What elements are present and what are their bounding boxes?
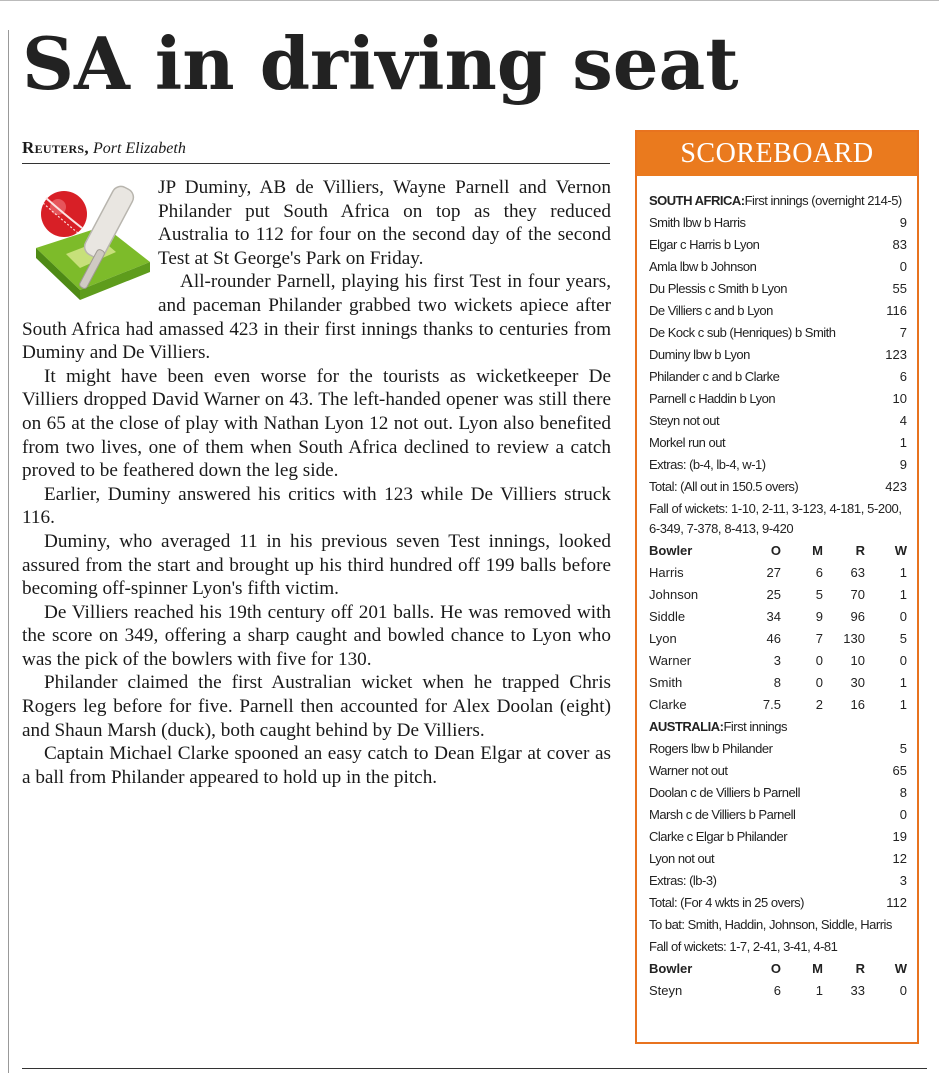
bowler-name: Lyon	[649, 631, 677, 646]
overs-col-header: O	[770, 543, 781, 558]
bowler-maidens: 7	[815, 631, 823, 646]
aus-bowling-list	[649, 980, 907, 1002]
bowler-wickets: 0	[899, 983, 907, 998]
bottom-rule	[22, 1068, 927, 1069]
bowler-overs: 3	[773, 653, 781, 668]
left-border	[8, 30, 9, 1073]
batting-row	[649, 322, 907, 344]
batting-row	[649, 760, 907, 782]
batsman-runs: 65	[892, 763, 907, 778]
bowler-name: Clarke	[649, 697, 687, 712]
bowler-overs: 8	[773, 675, 781, 690]
batsman-runs: 83	[892, 237, 907, 252]
bowler-name: Siddle	[649, 609, 686, 624]
aus-to-bat-text: To bat: Smith, Haddin, Johnson, Siddle, Harris	[649, 917, 892, 932]
cricket-ball-bat-icon	[22, 178, 152, 301]
bowling-row	[649, 694, 907, 716]
batsman-entry: Du Plessis c Smith b Lyon	[649, 281, 788, 296]
batting-row	[649, 892, 907, 914]
batsman-entry: Extras: (b-4, lb-4, w-1)	[649, 457, 766, 472]
bowler-runs: 33	[850, 983, 865, 998]
batsman-runs: 10	[892, 391, 907, 406]
batsman-entry: Amla lbw b Johnson	[649, 259, 757, 274]
aus-bowling-header	[649, 958, 907, 980]
sa-bowling-header	[649, 540, 907, 562]
byline-rule	[22, 163, 610, 164]
bowler-runs: 16	[850, 697, 865, 712]
bowler-overs: 25	[766, 587, 781, 602]
aus-innings-label: First innings	[723, 719, 788, 734]
batsman-runs: 55	[892, 281, 907, 296]
aus-fall-of-wickets	[649, 936, 907, 958]
aus-team-name: AUSTRALIA:	[649, 719, 724, 734]
batsman-entry: Smith lbw b Harris	[649, 215, 746, 230]
bowler-wickets: 0	[899, 609, 907, 624]
batting-row	[649, 826, 907, 848]
bowler-name: Smith	[649, 675, 683, 690]
batsman-entry: Duminy lbw b Lyon	[649, 347, 750, 362]
batting-row	[649, 804, 907, 826]
bowler-maidens: 6	[815, 565, 823, 580]
batsman-entry: Elgar c Harris b Lyon	[649, 237, 760, 252]
batsman-entry: Rogers lbw b Philander	[649, 741, 773, 756]
bowler-name: Warner	[649, 653, 692, 668]
aus-batting-list	[649, 738, 907, 914]
bowler-overs: 7.5	[762, 697, 781, 712]
batsman-runs: 6	[899, 369, 907, 384]
bowling-row	[649, 672, 907, 694]
bowling-row	[649, 562, 907, 584]
wickets-col-header: W	[894, 961, 907, 976]
aus-to-bat	[649, 914, 907, 936]
bowler-wickets: 1	[899, 565, 907, 580]
scoreboard	[635, 130, 919, 1044]
batting-row	[649, 432, 907, 454]
batsman-runs: 4	[899, 413, 907, 428]
batting-row	[649, 256, 907, 278]
scoreboard-body	[637, 176, 917, 1002]
article-paragraph: It might have been even worse for the tourists as wicketkeeper De Villiers dropped David Warner on 43. The left-handed opener was still there on 65 at the close of play with Nathan Lyon 12 not out. Lyon also benefited from two lives, one of them when South Africa declined to review a catch proved to be feathered down the leg side.	[22, 365, 611, 482]
byline-source: Reuters,	[22, 138, 89, 157]
byline-location: Port Elizabeth	[92, 140, 186, 157]
batting-row	[649, 278, 907, 300]
bowling-row	[649, 650, 907, 672]
batsman-entry: Total: (All out in 150.5 overs)	[649, 479, 799, 494]
bowler-maidens: 9	[815, 609, 823, 624]
bowling-row	[649, 980, 907, 1002]
batting-row	[649, 366, 907, 388]
sa-fall-of-wickets: Fall of wickets: 1-10, 2-11, 3-123, 4-181, 5-200, 6-349, 7-378, 8-413, 9-420	[649, 501, 902, 536]
batsman-runs: 9	[899, 457, 907, 472]
bowler-overs: 34	[766, 609, 781, 624]
batting-row	[649, 300, 907, 322]
bowler-maidens: 2	[815, 697, 823, 712]
sa-team-name: SOUTH AFRICA:	[649, 193, 745, 208]
bowler-maidens: 0	[815, 653, 823, 668]
article-paragraph: Duminy, who averaged 11 in his previous seven Test innings, looked assured from the start and brought up his third hundred off 199 balls before becoming off-spinner Lyon's fifth victim.	[22, 530, 611, 600]
bowling-row	[649, 584, 907, 606]
runs-col-header: R	[855, 961, 865, 976]
bowler-wickets: 5	[899, 631, 907, 646]
bowler-name: Steyn	[649, 983, 683, 998]
sa-bowling-list	[649, 562, 907, 716]
sa-innings-label: First innings (overnight 214-5)	[744, 193, 902, 208]
batsman-entry: Warner not out	[649, 763, 728, 778]
bowler-wickets: 1	[899, 675, 907, 690]
batsman-runs: 12	[892, 851, 907, 866]
bowling-row	[649, 606, 907, 628]
batsman-runs: 3	[899, 873, 907, 888]
bowler-wickets: 0	[899, 653, 907, 668]
bowling-row	[649, 628, 907, 650]
batsman-runs: 423	[885, 479, 907, 494]
article-body	[22, 176, 611, 789]
batting-row	[649, 738, 907, 760]
sa-batting-list	[649, 212, 907, 498]
bowler-maidens: 0	[815, 675, 823, 690]
batsman-runs: 8	[899, 785, 907, 800]
batsman-runs: 9	[899, 215, 907, 230]
wickets-col-header: W	[894, 543, 907, 558]
maidens-col-header: M	[812, 543, 823, 558]
batsman-entry: De Villiers c and b Lyon	[649, 303, 773, 318]
maidens-col-header: M	[812, 961, 823, 976]
batting-row	[649, 454, 907, 476]
batting-row	[649, 410, 907, 432]
bowler-overs: 27	[766, 565, 781, 580]
batsman-entry: Marsh c de Villiers b Parnell	[649, 807, 796, 822]
batsman-entry: Morkel run out	[649, 435, 726, 450]
batsman-runs: 123	[885, 347, 907, 362]
article-paragraph: Philander claimed the first Australian wicket when he trapped Chris Rogers leg before for five. Parnell then accounted for Alex Doolan (eight) and Shaun Marsh (duck), both caught behind by De Villiers.	[22, 672, 611, 741]
headline: SA in driving seat	[22, 21, 739, 106]
scoreboard-title: SCOREBOARD	[637, 132, 917, 176]
batting-row	[649, 344, 907, 366]
batsman-runs: 0	[899, 807, 907, 822]
batsman-entry: Extras: (lb-3)	[649, 873, 717, 888]
article-paragraph: De Villiers reached his 19th century off 201 balls. He was removed with the score on 349, offering a sharp caught and bowled chance to Lyon who was the pick of the bowlers with five for 130.	[22, 601, 611, 670]
batsman-runs: 19	[892, 829, 907, 844]
top-border	[0, 0, 939, 1]
batsman-runs: 116	[886, 303, 907, 318]
bowler-name: Harris	[649, 565, 684, 580]
article-paragraph: Earlier, Duminy answered his critics with 123 while De Villiers struck 116.	[22, 483, 611, 529]
batting-row	[649, 782, 907, 804]
batsman-entry: Doolan c de Villiers b Parnell	[649, 785, 800, 800]
bowler-col-header: Bowler	[649, 961, 693, 976]
bowler-overs: 6	[773, 983, 781, 998]
overs-col-header: O	[770, 961, 781, 976]
sa-innings-heading	[649, 190, 907, 212]
bowler-runs: 63	[850, 565, 865, 580]
batting-row	[649, 476, 907, 498]
bowler-runs: 10	[850, 653, 865, 668]
batsman-entry: Clarke c Elgar b Philander	[649, 829, 788, 844]
bowler-wickets: 1	[899, 697, 907, 712]
bowler-runs: 70	[850, 587, 865, 602]
batsman-runs: 0	[899, 259, 907, 274]
runs-col-header: R	[855, 543, 865, 558]
batsman-runs: 5	[899, 741, 907, 756]
batsman-runs: 112	[886, 895, 907, 910]
article-paragraph: JP Duminy, AB de Villiers, Wayne Parnell and Vernon Philander put South Africa on top as they reduced Australia to 112 for four on the second day of the second Test at St George's Park on Friday.	[158, 177, 611, 269]
aus-innings-heading	[649, 716, 907, 738]
bowler-runs: 96	[850, 609, 865, 624]
batsman-entry: Total: (For 4 wkts in 25 overs)	[649, 895, 804, 910]
batting-row	[649, 212, 907, 234]
article-paragraph: All-rounder Parnell, playing his first Test in four years, and paceman Philander grabbed two wickets apiece after South Africa had amassed 423 in their first innings thanks to centuries from Duminy and De Villiers.	[22, 271, 611, 364]
bowler-wickets: 1	[899, 587, 907, 602]
article-paragraph: Captain Michael Clarke spooned an easy catch to Dean Elgar at cover as a ball from Philander appeared to hold up in the pitch.	[22, 743, 611, 788]
batsman-entry: De Kock c sub (Henriques) b Smith	[649, 325, 836, 340]
byline	[22, 138, 186, 159]
batting-row	[649, 388, 907, 410]
batsman-runs: 7	[899, 325, 907, 340]
bowler-maidens: 5	[815, 587, 823, 602]
batsman-entry: Parnell c Haddin b Lyon	[649, 391, 776, 406]
batsman-entry: Lyon not out	[649, 851, 715, 866]
bowler-runs: 130	[843, 631, 865, 646]
batting-row	[649, 234, 907, 256]
bowler-maidens: 1	[815, 983, 823, 998]
batting-row	[649, 870, 907, 892]
bowler-runs: 30	[850, 675, 865, 690]
batsman-entry: Steyn not out	[649, 413, 720, 428]
aus-fall-of-wickets-text: Fall of wickets: 1-7, 2-41, 3-41, 4-81	[649, 939, 838, 954]
bowler-name: Johnson	[649, 587, 699, 602]
batting-row	[649, 848, 907, 870]
batsman-runs: 1	[899, 435, 907, 450]
bowler-col-header: Bowler	[649, 543, 693, 558]
bowler-overs: 46	[766, 631, 781, 646]
batsman-entry: Philander c and b Clarke	[649, 369, 780, 384]
